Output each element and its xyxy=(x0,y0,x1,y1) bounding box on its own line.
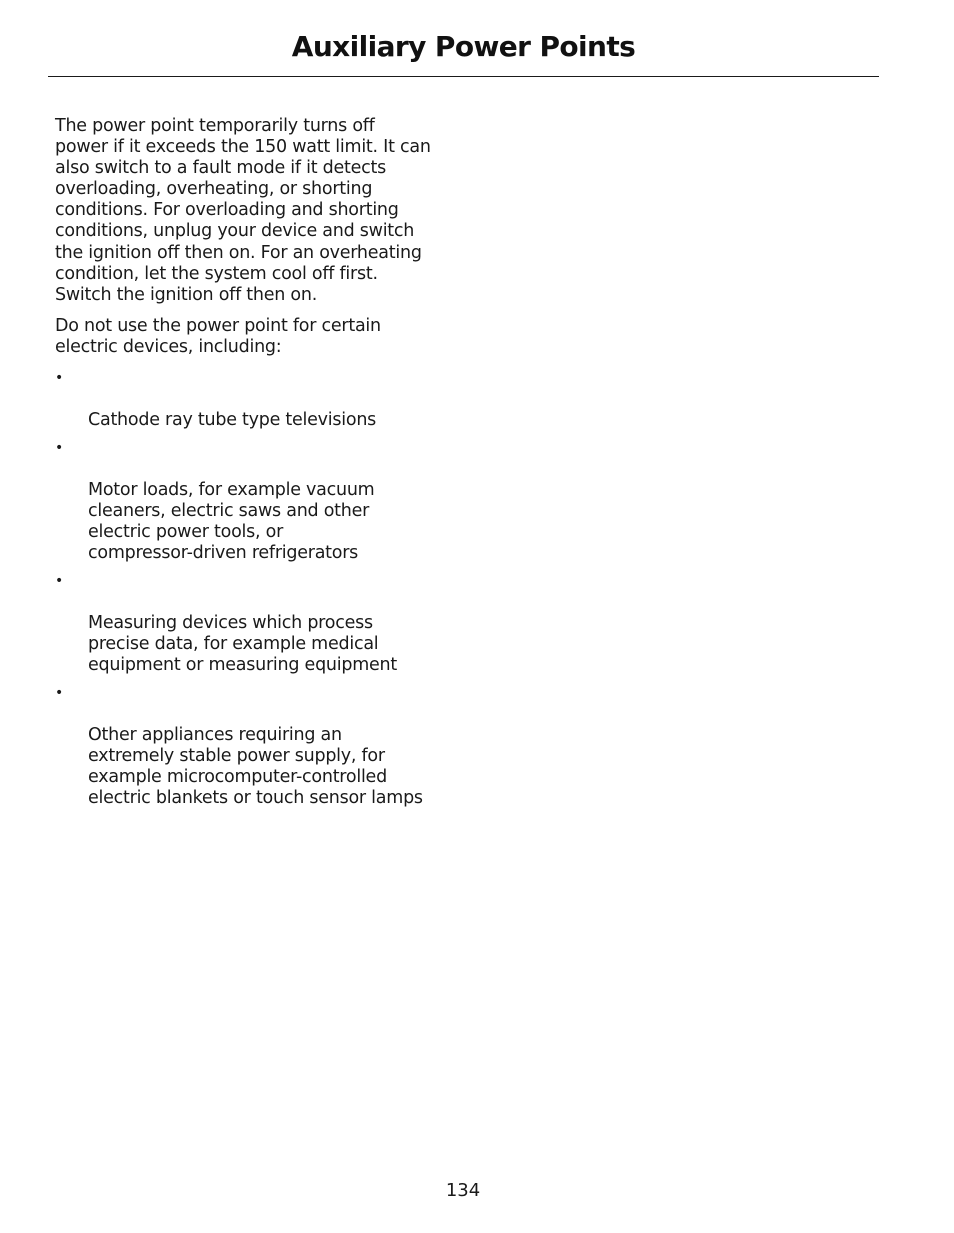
list-item-text: Motor loads, for example vacuum cleaners, electric saws and other electric power tools, or compressor-driven refrigerators xyxy=(88,480,375,564)
list-item-text: Cathode ray tube type televisions xyxy=(88,410,377,431)
bullet-icon: • xyxy=(55,572,64,589)
page-title: Auxiliary Power Points xyxy=(291,30,636,63)
bullet-icon: • xyxy=(55,684,64,701)
bullet-list xyxy=(55,368,447,809)
main-content xyxy=(55,116,447,816)
paragraph-device-warning: Do not use the power point for certain electric devices, including: xyxy=(55,315,381,357)
bullet-icon: • xyxy=(55,370,64,387)
list-item xyxy=(55,571,447,676)
list-item-text: Other appliances requiring an extremely stable power supply, for example microcomputer-controlled electric blankets or touch sensor lamps xyxy=(88,725,423,809)
list-item xyxy=(55,368,447,431)
list-item-text: Measuring devices which process precise data, for example medical equipment or measuring equipment xyxy=(88,613,397,676)
paragraph-power-limit: The power point temporarily turns off power if it exceeds the 150 watt limit. It can also switch to a fault mode if it detects overloading, overheating, or shorting conditions. For overloading and shorting conditions, unplug your device and switch the ignition off then on. For an overheating condition, let the system cool off first. Switch the ignition off then on. xyxy=(55,116,431,305)
bullet-icon: • xyxy=(55,439,64,456)
page-header xyxy=(48,0,879,77)
list-item xyxy=(55,438,447,565)
list-item xyxy=(55,683,447,810)
page-number: 134 xyxy=(445,1180,481,1201)
